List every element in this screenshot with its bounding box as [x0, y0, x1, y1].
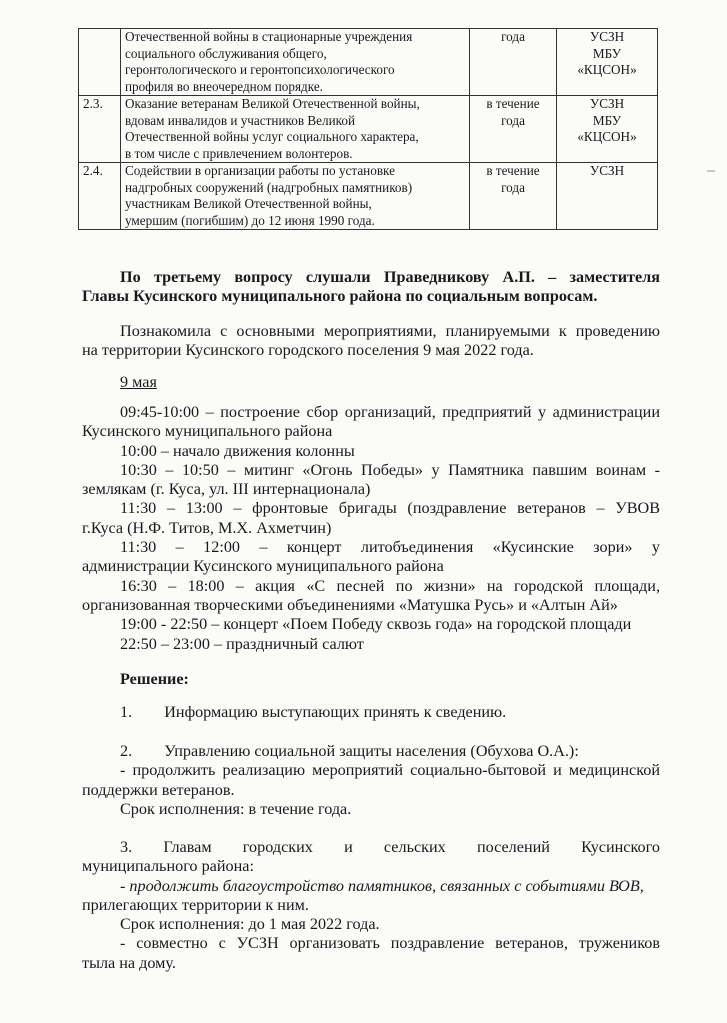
table-cell-term-line: года: [501, 29, 525, 44]
decision-item-2-number: 2.: [120, 742, 133, 760]
intro-paragraph: [82, 322, 660, 361]
table-cell-number: [79, 29, 121, 96]
measures-table-body: [79, 29, 658, 230]
decision-item-3-word-1: Главам: [163, 838, 212, 856]
table-cell-executor-line: УСЗН: [589, 163, 625, 178]
decision-item-1-text: Информацию выступающих принять к сведению.: [164, 703, 507, 721]
decision-item-3-number: 3.: [120, 838, 133, 856]
schedule-item: 22:50 – 23:00 – праздничный салют: [120, 634, 364, 653]
table-cell-description-line: участникам Великой Отечественной войны,: [125, 196, 372, 211]
date-heading: 9 мая: [120, 373, 157, 391]
schedule-item-continuation: г.Куса (Н.Ф. Титов, М.Х. Ахметчин): [82, 518, 332, 537]
table-cell-executor: [557, 96, 658, 163]
table-cell-description: [121, 163, 470, 230]
decision-item-1: [82, 703, 660, 722]
table-cell-term-line: в течение: [486, 96, 540, 111]
table-cell-executor: [557, 29, 658, 96]
decision-item-2-text: Управлению социальной защиты населения (Обухова О.А.):: [164, 742, 579, 760]
decision-item-3-deadline: Срок исполнения: до 1 мая 2022 года.: [120, 915, 380, 934]
decision-item-3-word-3: и: [344, 838, 353, 856]
schedule-item-continuation: Кусинского муниципального района: [82, 422, 333, 441]
decision-item-3-line-3: - продолжить благоустройство памятников, связанных с событиями ВОВ,: [120, 876, 644, 895]
table-cell-executor-line: МБУ: [592, 45, 622, 61]
table-cell-description-line: профиля во внеочередном порядке.: [125, 78, 323, 94]
table-cell-description-line: Оказание ветеранам Великой Отечественной войны,: [125, 96, 420, 111]
decision-item-3-line-5: - совместно с УСЗН организовать поздравление ветеранов, тружеников: [120, 934, 660, 953]
decision-item-1-number: 1.: [120, 703, 133, 721]
table-cell-term: [470, 96, 557, 163]
schedule-item: 11:30 – 13:00 – фронтовые бригады (поздравление ветеранов – УВОВ: [120, 499, 660, 518]
table-cell-term-line: в течение: [486, 163, 540, 178]
table-cell-term: [470, 29, 557, 96]
table-cell-description-line: умершим (погибшим) до 12 июня 1990 года.: [125, 212, 375, 228]
question-line-2: Главы Кусинского муниципального района по социальным вопросам.: [82, 287, 598, 306]
table-cell-description-line: в том числе с привлечением волонтеров.: [125, 145, 353, 161]
table-row: [79, 29, 658, 96]
table-cell-description-line: вдовам инвалидов и участников Великой: [125, 112, 356, 128]
decision-item-2-line-1: - продолжить реализацию мероприятий социально-бытовой и медицинской: [120, 761, 660, 780]
table-cell-description-line: социального обслуживания общего,: [125, 45, 327, 61]
question-line-1: По третьему вопросу слушали Праведникову А.П. – заместителя: [120, 268, 660, 286]
table-cell-description-line: Содействии в организации работы по установке: [125, 163, 395, 178]
decision-item-2: [82, 742, 660, 819]
decision-item-3-line-2: муниципального района:: [82, 857, 254, 876]
schedule-item-continuation: организованная творческими объединениями «Матушка Русь» и «Алтын Ай»: [82, 595, 618, 614]
table-cell-executor-line: «КЦСОН»: [577, 129, 637, 144]
intro-line-1: Познакомила с основными мероприятиями, планируемыми к проведению: [120, 322, 660, 340]
table-cell-executor-line: МБУ: [592, 112, 622, 128]
date-heading-block: [82, 373, 660, 392]
decision-heading-block: [82, 670, 660, 689]
event-schedule: [82, 403, 660, 654]
scan-artifact: [707, 170, 715, 172]
table-cell-number: 2.3.: [79, 96, 121, 163]
measures-table: [78, 28, 658, 230]
table-cell-description-line: Отечественной войны услуг социального характера,: [125, 129, 419, 144]
decision-heading: Решение:: [120, 670, 189, 688]
decision-item-2-line-2: поддержки ветеранов.: [82, 780, 235, 799]
intro-line-2: на территории Кусинского городского поселения 9 мая 2022 года.: [82, 341, 534, 360]
schedule-item: 10:00 – начало движения колонны: [120, 441, 355, 460]
table-cell-description: [121, 96, 470, 163]
decision-item-3-word-2: городских: [242, 838, 313, 856]
table-cell-number: 2.4.: [79, 163, 121, 230]
table-cell-executor-line: УСЗН: [589, 29, 625, 44]
decision-item-3-line-4: прилегающих территории к ним.: [82, 895, 309, 914]
decision-item-3-word-5: поселений: [476, 838, 550, 856]
table-row: [79, 163, 658, 230]
table-cell-term-line: года: [501, 179, 525, 195]
schedule-item: 16:30 – 18:00 – акция «С песней по жизни» на городской площади,: [120, 576, 660, 595]
schedule-item-continuation: землякам (г. Куса, ул. III интернационала): [82, 480, 371, 499]
table-row: [79, 96, 658, 163]
schedule-item-continuation: администрации Кусинского муниципального района: [82, 557, 444, 576]
schedule-item: 10:30 – 10:50 – митинг «Огонь Победы» у Памятника павшим воинам -: [120, 460, 660, 479]
table-cell-description-line: геронтологического и геронтопсихологического: [125, 62, 395, 77]
table-cell-executor-line: УСЗН: [589, 96, 625, 111]
decision-item-2-deadline: Срок исполнения: в течение года.: [120, 799, 352, 818]
table-cell-description-line: Отечественной войны в стационарные учреждения: [125, 29, 413, 44]
decision-item-3-word-6: Кусинского: [581, 838, 660, 856]
schedule-item: 11:30 – 12:00 – концерт литобъединения «Кусинские зори» у: [120, 538, 660, 557]
decision-item-3: [82, 838, 660, 973]
table-cell-term: [470, 163, 557, 230]
table-cell-term-line: года: [501, 112, 525, 128]
table-cell-description: [121, 29, 470, 96]
schedule-item: 19:00 - 22:50 – концерт «Поем Победу сквозь года» на городской площади: [120, 615, 632, 634]
third-question-heading: [82, 268, 660, 307]
table-cell-executor-line: «КЦСОН»: [577, 62, 637, 77]
table-cell-description-line: надгробных сооружений (надгробных памятников): [125, 179, 413, 195]
decision-item-3-first-line: [82, 838, 660, 857]
decision-item-3-word-4: сельских: [383, 838, 446, 856]
decision-item-3-line-6: тыла на дому.: [82, 953, 176, 972]
schedule-item: 09:45-10:00 – построение сбор организаций, предприятий у администрации: [120, 403, 660, 421]
table-cell-executor: [557, 163, 658, 230]
